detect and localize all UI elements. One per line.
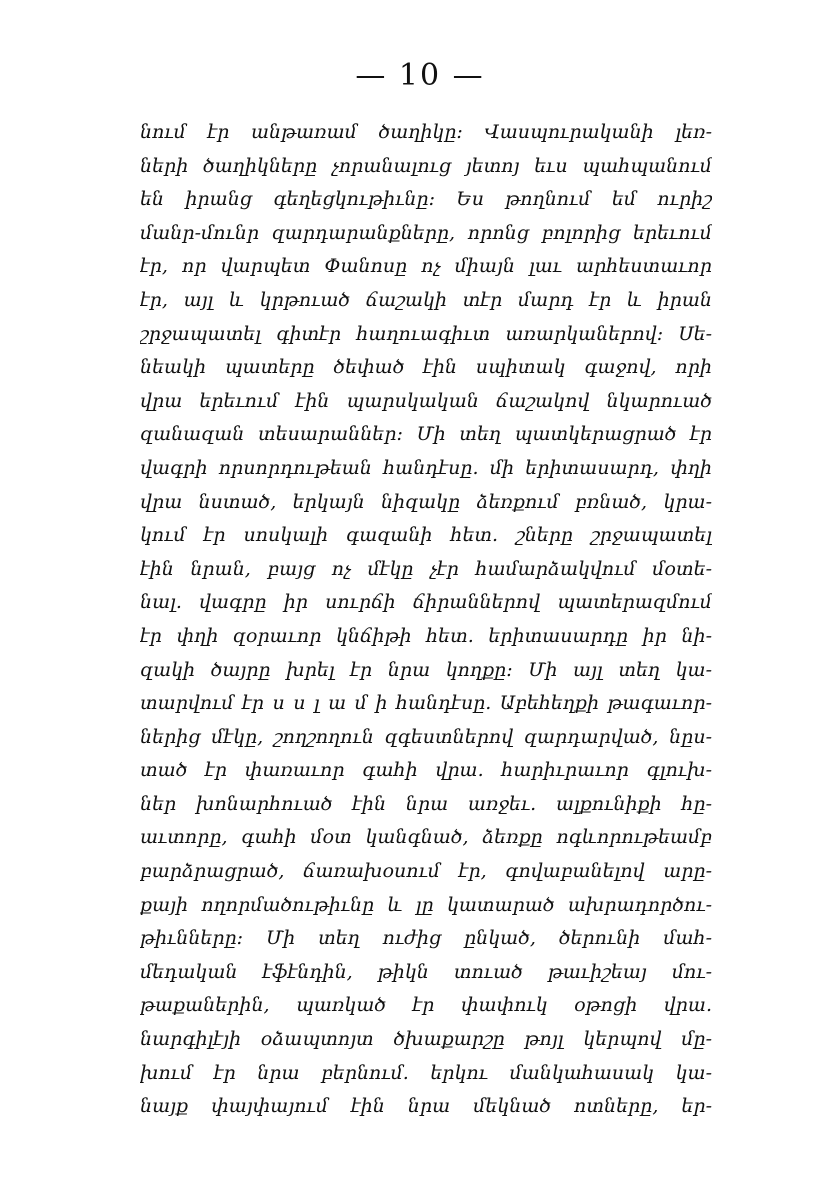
text-line: նարգիլէյի օձապտոյտ ծխաքարշը թոյլ կերպով մը-: [140, 1028, 712, 1051]
text-line: քայի ողորմածութիւնը և լը կատարած ախրադործու-: [140, 893, 712, 916]
text-line: էր փղի զօրաւոր կնճիթի հետ. երիտասարդը իր նի-: [140, 624, 712, 647]
text-line: էին նրան, բայց ոչ մէկը չէր համարձակվում մօտե-: [140, 557, 712, 580]
text-line: վագրի որսորդութեան հանդէսը. մի երիտասարդ, փղի: [140, 456, 712, 479]
text-line: ներից մէկը, շողշողուն զգեստներով զարդարված, նըս-: [140, 725, 712, 748]
text-body: [140, 116, 712, 1124]
text-line: նում էր անթառամ ծաղիկը։ Վասպուրականի լեռ-: [140, 121, 712, 143]
text-line: խում էր նրա բերնում. երկու մանկահասակ կա-: [140, 1061, 712, 1084]
text-line: վրա երեւում էին պարսկական ճաշակով նկարուած: [140, 389, 712, 412]
text-line: զանազան տեսարաններ։ Մի տեղ պատկերացրած էր: [140, 423, 712, 446]
text-line: էր, այլ և կրթուած ճաշակի տէր մարդ էր և իրան: [140, 288, 712, 311]
text-line: կում էր սոսկալի գազանի հետ. շները շրջապատել: [140, 524, 712, 547]
text-line: նայք փայփայում էին նրա մեկնած ոտները, եր-: [140, 1095, 712, 1118]
text-line: վրա նստած, երկայն նիզակը ձեռքում բռնած, կրա-: [140, 490, 712, 513]
text-line: մանր-մունր զարդարանքները, որոնց բոլորից երեւում: [140, 221, 712, 244]
text-line: զակի ծայրը խրել էր նրա կողքը։ Մի այլ տեղ կա-: [140, 658, 712, 681]
text-line: էր, որ վարպետ Փանոսը ոչ միայն լաւ արհեստաւոր: [140, 255, 712, 278]
text-line: նեակի պատերը ծեփած էին սպիտակ գաջով, որի: [140, 356, 712, 379]
text-line: թիւնները։ Մի տեղ ուժից ընկած, ծերունի մահ-: [140, 927, 712, 950]
text-line: շրջապատել գիտէր հաղուագիւտ առարկաներով։ Սե-: [140, 322, 712, 345]
text-line: աւտորը, գահի մօտ կանգնած, ձեռքը ոգևորութեամբ: [140, 826, 712, 849]
page-number: — 10 —: [355, 58, 485, 93]
text-line: տած էր փառաւոր գահի վրա. հարիւրաւոր գլուխ-: [140, 759, 712, 782]
text-line: տարվում էր ս ս լ ա մ ի հանդէսը. Աբեհեղքի թագաւոր-: [140, 692, 712, 715]
text-line: թաքաներին, պառկած էր փափուկ օթոցի վրա.: [140, 994, 712, 1017]
text-line: նալ. վագրը իր սուրճի ճիրաններով պատերազմում: [140, 591, 712, 614]
text-line: են իրանց գեղեցկութիւնը։ Ես թողնում եմ ուրիշ: [140, 188, 712, 211]
text-line: ների ծաղիկները չորանալուց յետոյ եւս պահպանում: [140, 154, 712, 177]
text-line: ներ խոնարհուած էին նրա առջեւ. ալքունիքի հը-: [140, 792, 712, 815]
text-line: մեդական էֆէնդին, թիկն տուած թաւիշեայ մու-: [140, 960, 712, 983]
text-line: բարձրացրած, ճառախօսում էր, գովաբանելով արը-: [140, 860, 712, 883]
